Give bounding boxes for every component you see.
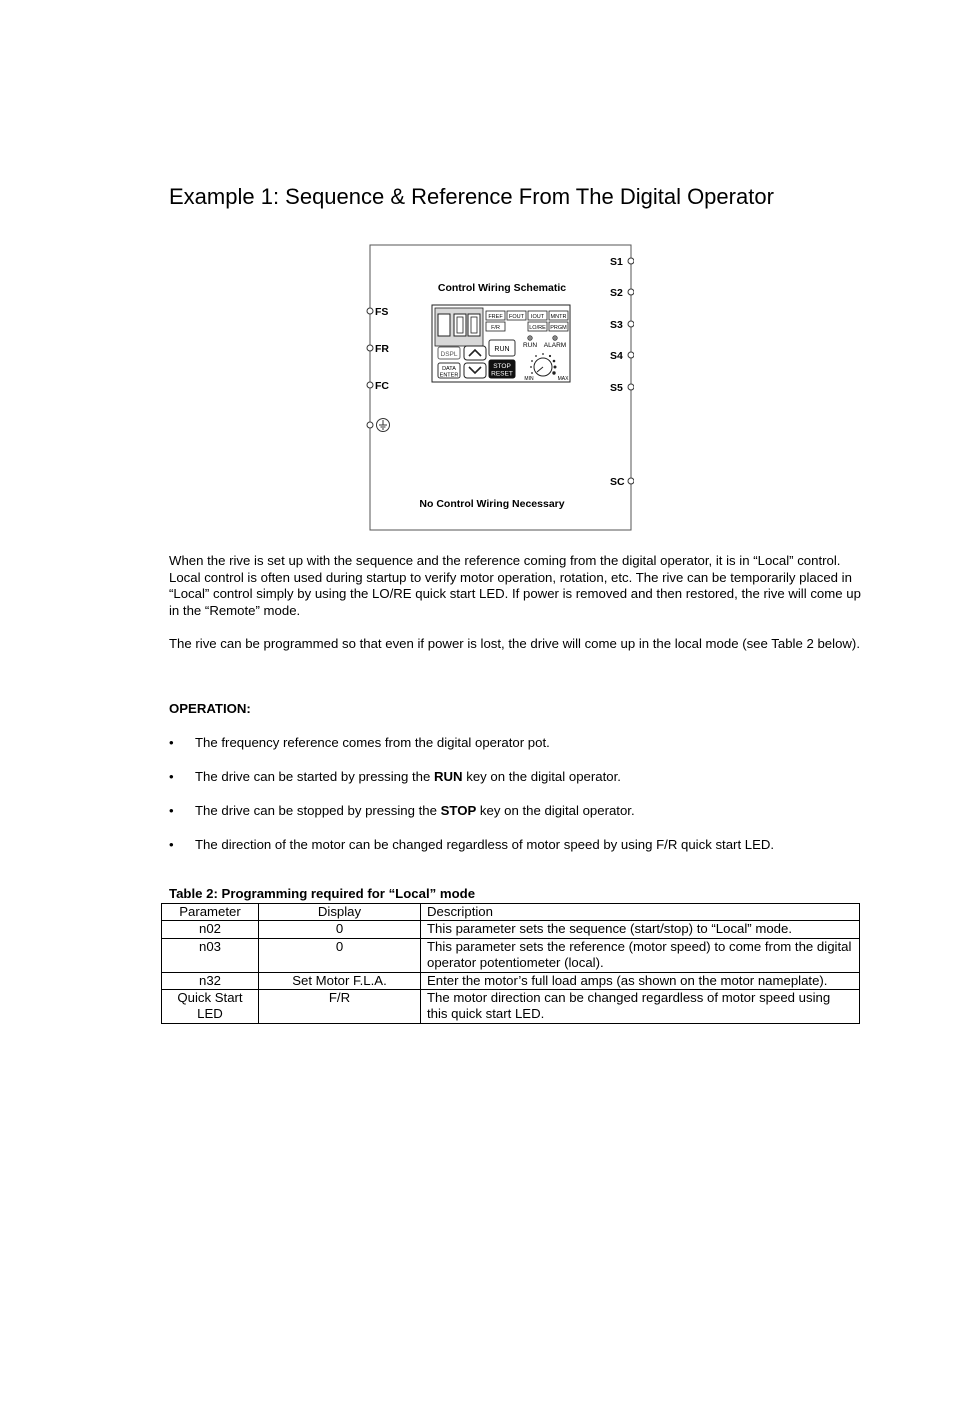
operation-bullet-item: • The drive can be stopped by pressing the STOP key on the digital operator.: [169, 803, 635, 818]
control-wiring-schematic: [366, 244, 634, 532]
dspl-key: [438, 347, 460, 359]
cell-display: 0: [259, 921, 421, 938]
svg-text:FOUT: FOUT: [509, 314, 524, 320]
svg-text:FREF: FREF: [488, 314, 503, 320]
indicator-mntr: [549, 311, 568, 320]
svg-text:MIN: MIN: [524, 376, 534, 382]
svg-text:FS: FS: [375, 306, 389, 318]
svg-text:RUN: RUN: [522, 342, 538, 349]
svg-text:DATA: DATA: [442, 366, 456, 372]
page-title: Example 1: Sequence & Reference From The Digital Operator: [169, 184, 774, 209]
run-key: [489, 340, 515, 356]
cell-display: 0: [259, 938, 421, 972]
programming-table: [161, 903, 860, 1024]
indicator-fr: [486, 322, 505, 331]
seven-segment-display: [438, 314, 480, 336]
svg-text:PRGM: PRGM: [550, 325, 567, 331]
svg-text:MAX: MAX: [557, 376, 569, 382]
header-parameter: Parameter: [162, 904, 259, 921]
indicator-iout: [528, 311, 547, 320]
cell-parameter: n03: [162, 938, 259, 972]
table-row: [162, 972, 860, 989]
svg-text:IOUT: IOUT: [530, 314, 545, 320]
svg-text:S2: S2: [610, 287, 623, 299]
paragraph-program-local: The rive can be programmed so that even if power is lost, the drive will come up in the local mode (see Table 2 below).: [169, 636, 860, 651]
cell-parameter: n32: [162, 972, 259, 989]
table-row: [162, 921, 860, 938]
svg-text:MNTR: MNTR: [550, 314, 567, 320]
bullet-icon: •: [169, 769, 174, 784]
digital-operator: [432, 305, 570, 382]
schematic-heading: Control Wiring Schematic: [437, 282, 567, 294]
svg-text:S3: S3: [610, 319, 623, 331]
svg-text:LO/RE: LO/RE: [529, 325, 546, 331]
operation-bullet-item: • The direction of the motor can be changed regardless of motor speed by using F/R quick start LED.: [169, 837, 775, 852]
svg-text:S5: S5: [610, 382, 623, 394]
svg-text:SC: SC: [610, 476, 625, 488]
schematic-footer: No Control Wiring Necessary: [419, 498, 565, 510]
bullet-icon: •: [169, 803, 174, 818]
cell-display: Set Motor F.L.A.: [259, 972, 421, 989]
cell-description: Enter the motor’s full load amps (as shown on the motor nameplate).: [421, 972, 860, 989]
data-enter-key: [438, 363, 460, 379]
svg-text:STOP: STOP: [493, 363, 511, 370]
paragraph-local-control: When the rive is set up with the sequence and the reference coming from the digital operator, it is in “Local” control. Local control is often used during startup to verify motor operation, rotation, etc. The rive can be temporarily placed in “Local” control simply by using the LO/RE quick start LED. If power is removed and then restored, the rive will come up in the “Remote” mode.: [169, 553, 861, 618]
cell-description: This parameter sets the sequence (start/stop) to “Local” mode.: [421, 921, 860, 938]
cell-parameter: n02: [162, 921, 259, 938]
svg-text:FR: FR: [375, 343, 389, 355]
indicator-fout: [507, 311, 526, 320]
bullet-icon: •: [169, 837, 174, 852]
svg-text:S4: S4: [610, 350, 623, 362]
table-header-row: [162, 904, 860, 921]
svg-text:DSPL: DSPL: [440, 351, 458, 358]
table-caption: Table 2: Programming required for “Local” mode: [169, 886, 476, 901]
indicator-fref: [486, 311, 505, 320]
operation-bullet-item: • The frequency reference comes from the digital operator pot.: [169, 735, 550, 750]
header-description: Description: [421, 904, 860, 921]
indicator-lore: [528, 322, 547, 331]
cell-description: This parameter sets the reference (motor speed) to come from the digital operator potentiometer (local).: [421, 938, 860, 972]
cell-display: F/R: [259, 990, 421, 1024]
bullet-icon: •: [169, 735, 174, 750]
cell-description: The motor direction can be changed regardless of motor speed using this quick start LED.: [421, 990, 860, 1024]
stop-reset-key: [489, 360, 515, 378]
svg-text:S1: S1: [610, 256, 623, 268]
svg-text:RESET: RESET: [491, 370, 513, 378]
indicator-prgm: [549, 322, 568, 331]
svg-text:ENTER: ENTER: [439, 372, 459, 379]
svg-text:F/R: F/R: [491, 325, 500, 331]
svg-text:RUN: RUN: [494, 346, 510, 353]
header-display: Display: [259, 904, 421, 921]
operation-bullet-item: • The drive can be started by pressing the RUN key on the digital operator.: [169, 769, 621, 784]
table-row: [162, 990, 860, 1024]
svg-text:ALARM: ALARM: [543, 342, 567, 349]
down-arrow-key: [464, 363, 486, 378]
svg-text:FC: FC: [375, 380, 389, 392]
table-row: [162, 938, 860, 972]
operation-heading: OPERATION:: [169, 701, 251, 716]
cell-parameter: Quick Start LED: [162, 990, 259, 1024]
up-arrow-key: [464, 346, 486, 360]
